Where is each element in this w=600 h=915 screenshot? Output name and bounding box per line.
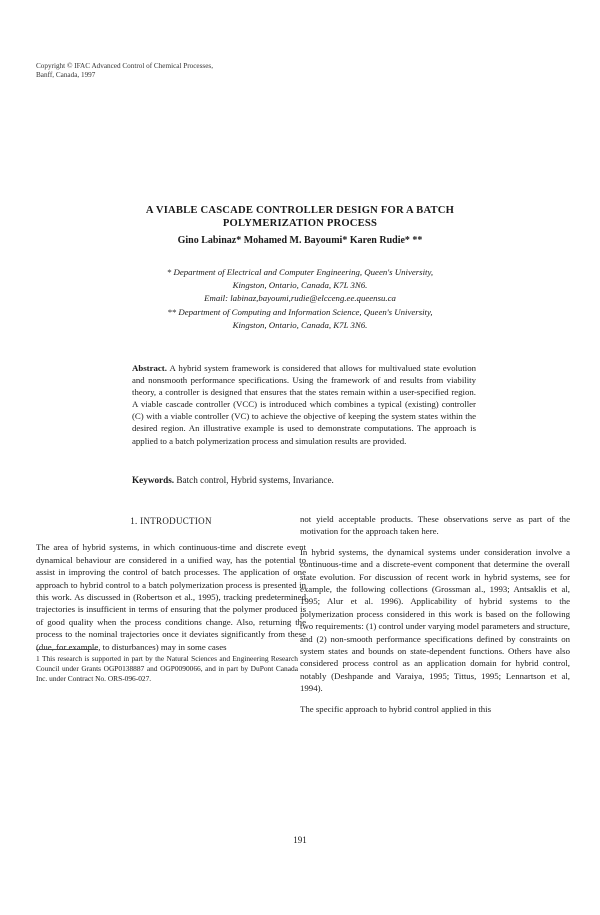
copyright-notice (36, 62, 213, 80)
left-column (36, 515, 306, 661)
footnote-divider (36, 649, 98, 650)
page-number: 191 (293, 835, 307, 845)
intro-paragraph: The area of hybrid systems, in which continuous-time and discrete event dynamical behaviour are considered in a unified way, has the potential to assist in improving the control of batch processes. The application of one approach to hybrid control to a batch polymerization process is presented in this work. As discussed in (Robertson et al., 1995), tracking predetermined trajectories is insufficient in terms of ensuring that the polymer produced is of good quality when the process conditions change. Also, returning the process to the nominal trajectories once it deviates significantly from these (due, for example, to disturbances) may in some cases (36, 542, 306, 652)
author-email: Email: labinaz,bayoumi,rudie@elcceng.ee.queensu.ca (204, 293, 396, 304)
copyright-line: Copyright © IFAC Advanced Control of Chemical Processes, (36, 62, 214, 70)
paper-title (60, 204, 540, 230)
abstract-label: Abstract. (132, 363, 167, 373)
right-column (300, 513, 570, 723)
section-heading: 1. INTRODUCTION (130, 516, 212, 526)
copyright-line: Banff, Canada, 1997 (36, 71, 96, 79)
abstract (132, 362, 476, 447)
body-paragraph: The specific approach to hybrid control applied in this (300, 703, 492, 714)
author-list: Gino Labinaz* Mohamed M. Bayoumi* Karen Rudie* ** (177, 235, 423, 246)
abstract-text: A hybrid system framework is considered that allows for multivalued state evolution and nonsmooth performance specifications. Using the framework of and results from viability theory, a controller is designed that ensures that the states remain within a user-specified region. A viable cascade controller (VCC) is introduced which combines a typical (existing) controller (C) with a viable controller (VC) to achieve the objective of keeping the system states within the desired region. An illustrative example is used to demonstrate computations. The approach is applied to a batch polymerization process and simulation results are provided. (132, 363, 476, 446)
keywords (132, 475, 476, 485)
affiliations (110, 266, 490, 332)
affiliation-line: Kingston, Ontario, Canada, K7L 3N6. (232, 319, 368, 330)
affiliation-line: Kingston, Ontario, Canada, K7L 3N6. (232, 280, 368, 291)
affiliation-line: ** Department of Computing and Information Science, Queen's University, (167, 306, 433, 317)
title-line: POLYMERIZATION PROCESS (222, 218, 378, 229)
affiliation-line: * Department of Electrical and Computer Engineering, Queen's University, (166, 267, 434, 277)
footnote: 1 This research is supported in part by the Natural Sciences and Engineering Research Council under Grants OGP0138887 and OGP0090066, and in part by DuPont Canada Inc. under Contract No. ORS-096-027. (36, 654, 298, 683)
keywords-text: Batch control, Hybrid systems, Invariance. (176, 475, 334, 485)
body-paragraph: In hybrid systems, the dynamical systems under consideration involve a continuous-time and a discrete-event component that determine the overall state evolution. For discussion of recent work in hybrid systems, see for example, the following collections (Grossman al., 1993; Antsaklis et al, 1995; Alur et al. 1996). Applicability of hybrid systems to the polymerization process considered in this work is based on the following two requirements: (1) control under varying model parameters and structure, and (2) non-smooth performance specifications defined by constraints on system states and bounds on state-dependent functions. Others have also considered process control as an application domain for hybrid control, notably (Deshpande and Varaiya, 1995; Tittus, 1995; Lennartson et al, 1994). (300, 546, 570, 694)
keywords-label: Keywords. (132, 475, 175, 485)
title-line: A VIABLE CASCADE CONTROLLER DESIGN FOR A BATCH (145, 205, 455, 216)
body-paragraph: not yield acceptable products. These observations serve as part of the motivation for the approach taken here. (300, 514, 570, 537)
